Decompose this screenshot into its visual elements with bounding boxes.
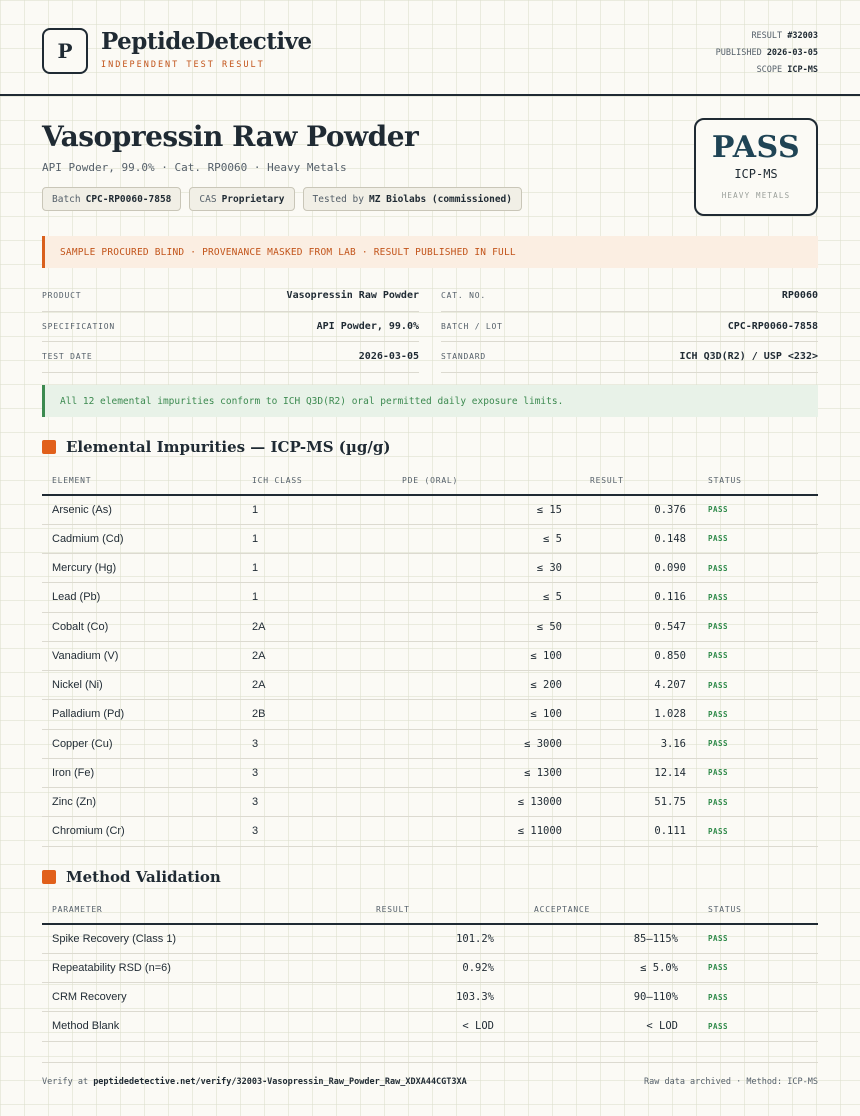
result-value: 1.028 (572, 700, 696, 729)
validation-title: Method Validation (66, 868, 221, 886)
col-element: ELEMENT (42, 467, 242, 495)
ich-class: 1 (242, 524, 362, 553)
chip-label: CAS (199, 193, 217, 205)
section-marker-icon (42, 870, 56, 884)
info-label: TEST DATE (42, 352, 93, 362)
table-header-row (42, 467, 818, 495)
impurities-section-header (42, 438, 390, 456)
element-name: Vanadium (V) (42, 641, 242, 670)
ich-class: 2B (242, 700, 362, 729)
info-row (42, 281, 818, 312)
pde-limit: ≤ 5 (362, 583, 572, 612)
result-label: RESULT (751, 31, 783, 41)
acceptance-criteria: < LOD (504, 1012, 688, 1041)
info-cell-cat-no (441, 281, 818, 312)
acceptance-criteria: ≤ 5.0% (504, 953, 688, 982)
element-name: Chromium (Cr) (42, 817, 242, 846)
element-name: Nickel (Ni) (42, 671, 242, 700)
ich-class: 3 (242, 729, 362, 758)
ich-class: 3 (242, 817, 362, 846)
status-badge: PASS (696, 671, 818, 700)
verdict-badge (694, 118, 818, 216)
chip-value: Proprietary (221, 193, 285, 205)
result-value: 51.75 (572, 788, 696, 817)
status-badge: PASS (696, 554, 818, 583)
info-label: CAT. NO. (441, 291, 486, 301)
table-row (42, 1012, 818, 1041)
ich-class: 3 (242, 788, 362, 817)
pde-limit: ≤ 1300 (362, 758, 572, 787)
table-header-row (42, 896, 818, 924)
info-label: PRODUCT (42, 291, 82, 301)
report-meta (716, 28, 818, 79)
status-badge: PASS (688, 953, 818, 982)
result-value: 0.92% (282, 953, 504, 982)
info-label: BATCH / LOT (441, 321, 503, 331)
col-parameter: PARAMETER (42, 896, 282, 924)
table-row (42, 671, 818, 700)
report-footer (42, 1062, 818, 1087)
table-row (42, 554, 818, 583)
element-name: Zinc (Zn) (42, 788, 242, 817)
result-value: 0.547 (572, 612, 696, 641)
result-id-line (716, 28, 818, 45)
table-row (42, 758, 818, 787)
status-badge: PASS (696, 612, 818, 641)
chip-label: Batch (52, 193, 81, 205)
scope-value: ICP-MS (787, 65, 818, 75)
report-header (0, 0, 860, 96)
chip-label: Tested by (312, 193, 364, 205)
acceptance-criteria: 90–110% (504, 983, 688, 1012)
info-value: 2026-03-05 (358, 351, 419, 363)
result-value: 4.207 (572, 671, 696, 700)
page-subtitle: API Powder, 99.0% · Cat. RP0060 · Heavy Metals (42, 161, 347, 174)
published-line (716, 45, 818, 62)
status-badge: PASS (696, 758, 818, 787)
parameter-name: Spike Recovery (Class 1) (42, 924, 282, 953)
table-row (42, 612, 818, 641)
tested-by-chip (303, 187, 522, 211)
info-label: SPECIFICATION (42, 321, 116, 331)
chip-value: CPC-RP0060-7858 (85, 193, 172, 205)
table-row (42, 641, 818, 670)
col-status: STATUS (688, 896, 818, 924)
table-row (42, 700, 818, 729)
table-row (42, 495, 818, 524)
ich-class: 1 (242, 583, 362, 612)
pde-limit: ≤ 100 (362, 641, 572, 670)
published-label: PUBLISHED (715, 48, 762, 58)
info-cell-standard (441, 342, 818, 373)
col-pde: PDE (ORAL) (362, 467, 572, 495)
verify-link[interactable]: peptidedetective.net/verify/32003-Vasopressin_Raw_Powder_Raw_XDXA44CGT3XA (93, 1077, 467, 1087)
table-row (42, 729, 818, 758)
table-row (42, 524, 818, 553)
validation-table-body (42, 924, 818, 1041)
result-value: < LOD (282, 1012, 504, 1041)
impurities-table (42, 467, 818, 847)
element-name: Cobalt (Co) (42, 612, 242, 641)
pde-limit: ≤ 15 (362, 495, 572, 524)
ich-class: 1 (242, 495, 362, 524)
result-value: 0.116 (572, 583, 696, 612)
brand-logo (42, 28, 88, 74)
pde-limit: ≤ 50 (362, 612, 572, 641)
chip-value: MZ Biolabs (commissioned) (368, 193, 512, 205)
info-value: Vasopressin Raw Powder (286, 290, 419, 302)
validation-section-header (42, 868, 221, 886)
info-value: ICH Q3D(R2) / USP <232> (679, 351, 818, 363)
info-grid (42, 281, 818, 373)
batch-chip (42, 187, 181, 211)
verdict-scope: HEAVY METALS (721, 191, 791, 200)
result-value: 101.2% (282, 924, 504, 953)
col-result: RESULT (282, 896, 504, 924)
result-value: 3.16 (572, 729, 696, 758)
acceptance-criteria: 85–115% (504, 924, 688, 953)
result-value: 0.376 (572, 495, 696, 524)
result-value: 12.14 (572, 758, 696, 787)
result-value: 0.090 (572, 554, 696, 583)
pde-limit: ≤ 13000 (362, 788, 572, 817)
page-title: Vasopressin Raw Powder (42, 120, 419, 153)
conformance-banner: All 12 elemental impurities conform to ICH Q3D(R2) oral permitted daily exposure limits. (42, 385, 818, 417)
info-row (42, 312, 818, 343)
col-status: STATUS (696, 467, 818, 495)
logo-letter: P (57, 39, 73, 63)
brand-name: PeptideDetective (101, 28, 312, 55)
element-name: Palladium (Pd) (42, 700, 242, 729)
status-badge: PASS (688, 983, 818, 1012)
pde-limit: ≤ 3000 (362, 729, 572, 758)
table-row (42, 817, 818, 846)
status-badge: PASS (696, 495, 818, 524)
result-value: 0.850 (572, 641, 696, 670)
info-cell-batch (441, 312, 818, 343)
scope-label: SCOPE (756, 65, 783, 75)
status-badge: PASS (696, 524, 818, 553)
ich-class: 2A (242, 671, 362, 700)
element-name: Arsenic (As) (42, 495, 242, 524)
status-badge: PASS (688, 924, 818, 953)
result-value: 0.111 (572, 817, 696, 846)
status-badge: PASS (696, 700, 818, 729)
ich-class: 3 (242, 758, 362, 787)
impurities-table-body (42, 495, 818, 846)
element-name: Cadmium (Cd) (42, 524, 242, 553)
col-ich-class: ICH CLASS (242, 467, 362, 495)
section-marker-icon (42, 440, 56, 454)
parameter-name: CRM Recovery (42, 983, 282, 1012)
parameter-name: Method Blank (42, 1012, 282, 1041)
published-date: 2026-03-05 (766, 48, 818, 58)
result-value: 0.148 (572, 524, 696, 553)
table-row (42, 953, 818, 982)
info-cell-product (42, 281, 419, 312)
info-row (42, 342, 818, 373)
status-badge: PASS (696, 788, 818, 817)
result-id: #32003 (787, 31, 818, 41)
chip-row (42, 187, 522, 211)
info-value: API Powder, 99.0% (316, 320, 419, 332)
result-value: 103.3% (282, 983, 504, 1012)
info-value: RP0060 (781, 290, 818, 302)
info-cell-test-date (42, 342, 419, 373)
table-row (42, 924, 818, 953)
table-row (42, 983, 818, 1012)
verify-label: Verify at (42, 1077, 89, 1087)
info-cell-specification (42, 312, 419, 343)
cas-chip (189, 187, 294, 211)
impurities-title: Elemental Impurities — ICP-MS (µg/g) (66, 438, 391, 456)
element-name: Iron (Fe) (42, 758, 242, 787)
table-row (42, 583, 818, 612)
pde-limit: ≤ 100 (362, 700, 572, 729)
ich-class: 1 (242, 554, 362, 583)
archive-note: Raw data archived · Method: ICP-MS (644, 1077, 818, 1087)
info-value: CPC-RP0060-7858 (727, 320, 818, 332)
status-badge: PASS (688, 1012, 818, 1041)
pde-limit: ≤ 11000 (362, 817, 572, 846)
element-name: Copper (Cu) (42, 729, 242, 758)
ich-class: 2A (242, 612, 362, 641)
pde-limit: ≤ 200 (362, 671, 572, 700)
parameter-name: Repeatability RSD (n=6) (42, 953, 282, 982)
verdict-method: ICP-MS (734, 167, 778, 181)
verify-line (42, 1077, 467, 1087)
pde-limit: ≤ 5 (362, 524, 572, 553)
status-badge: PASS (696, 729, 818, 758)
ich-class: 2A (242, 641, 362, 670)
brand-tagline: INDEPENDENT TEST RESULT (101, 60, 265, 70)
validation-table (42, 896, 818, 1042)
col-result: RESULT (572, 467, 696, 495)
table-row (42, 788, 818, 817)
status-badge: PASS (696, 583, 818, 612)
info-label: STANDARD (441, 352, 486, 362)
pde-limit: ≤ 30 (362, 554, 572, 583)
scope-line (716, 62, 818, 79)
status-badge: PASS (696, 817, 818, 846)
element-name: Lead (Pb) (42, 583, 242, 612)
status-badge: PASS (696, 641, 818, 670)
verdict-word: PASS (711, 130, 801, 165)
col-acceptance: ACCEPTANCE (504, 896, 688, 924)
element-name: Mercury (Hg) (42, 554, 242, 583)
procurement-notice: SAMPLE PROCURED BLIND · PROVENANCE MASKED FROM LAB · RESULT PUBLISHED IN FULL (42, 236, 818, 268)
